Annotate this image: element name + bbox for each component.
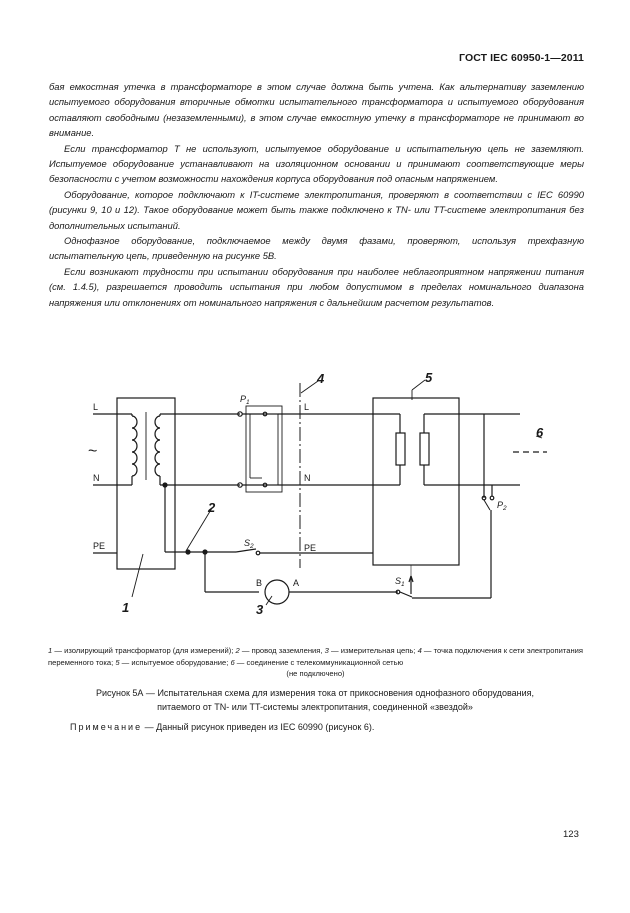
legend-number: 5 — [115, 657, 120, 667]
callout-4: 4 — [317, 371, 325, 386]
paragraph: бая емкостная утечка в трансформаторе в этом случае должна быть учтена. Как альтернативу заземлению испытуемого оборудования вторичные обмотки испытательного трансформатора и испытуемого оборудования оставляют свободными (незаземленными), в этом случае емкостную утечку в трансформаторе не принимают во внимание. — [49, 81, 584, 139]
equipment-box — [373, 398, 459, 565]
callout-1: 1 — [122, 600, 130, 615]
figure-caption — [70, 687, 560, 714]
label-p2: $P_2$ — [497, 500, 507, 512]
secondary-coil-icon — [155, 416, 160, 476]
caption-line: питаемого от TN- или TT-системы электропитания, соединенной «звездой» — [157, 701, 473, 712]
label-l-mid: L — [304, 402, 310, 412]
figure-note — [70, 722, 374, 732]
legend-number: 2 — [235, 646, 240, 655]
switch-s1 — [400, 592, 412, 597]
label-meter-a: A — [293, 578, 300, 588]
standard-header: ГОСТ IEC 60950-1—2011 — [459, 52, 584, 64]
legend-text: — точка подключения к сети электропитания переменного тока; — [48, 646, 583, 667]
switch-p1 — [246, 406, 282, 492]
equipment-impedance-2 — [420, 433, 429, 465]
legend-number: 6 — [230, 657, 235, 667]
figure-legend — [48, 645, 583, 680]
callout-5-line — [412, 380, 425, 390]
legend-text: — провод заземления, — [239, 646, 325, 655]
legend-text: — изолирующий трансформатор (для измерений); — [52, 646, 236, 655]
paragraph: Если трансформатор Т не используют, испытуемое оборудование и испытательную цепь не заземляют. Испытуемое оборудование устанавливают на изоляционном основании и принимают соответствующие меры безопасности с учетом возможности нахождения корпуса оборудования под опасным напряжением. — [49, 142, 584, 185]
callout-2: 2 — [208, 500, 216, 515]
callout-1-line — [132, 554, 143, 597]
label-pe-mid: PE — [304, 543, 317, 553]
label-l-left: L — [93, 402, 99, 412]
paragraph: Оборудование, которое подключают к IT-системе электропитания, проверяют в соответствии с IEC 60990 (рисунки 9, 10 и 12). Такое оборудование может быть также подключено к TN- или TT-системе электропитания без дополнительных испытаний. — [49, 188, 584, 231]
label-n-mid: N — [304, 473, 311, 483]
callout-4-line — [301, 381, 318, 393]
label-p1: $P_1$ — [240, 394, 250, 406]
label-s1: $S_1$ — [395, 576, 405, 588]
label-pe-left: PE — [93, 541, 106, 551]
equipment-impedance-1 — [396, 433, 405, 465]
legend-number: 4 — [417, 646, 422, 655]
label-s2: $S_2$ — [244, 538, 254, 550]
tilde-icon: ~ — [88, 443, 98, 460]
label-n-left: N — [93, 473, 100, 483]
page-number: 123 — [563, 829, 579, 840]
legend-text: — испытуемое оборудование; — [119, 657, 231, 667]
callout-6: 6 — [536, 425, 544, 440]
legend-number: 1 — [48, 646, 53, 655]
paragraph: Если возникают трудности при испытании оборудования при наиболее неблагоприятном напряжении питания (см. 1.4.5), разрешается проводить испытания при любом допустимом в пределах номинального диапазона напряжения или отклонениях от номинального напряжения с дальнейшим расчетом результатов. — [49, 265, 584, 308]
callout-5: 5 — [425, 370, 433, 385]
legend-text: — измерительная цепь; — [328, 646, 418, 655]
label-meter-b: B — [256, 578, 263, 588]
caption-line: Рисунок 5А — Испытательная схема для измерения тока от прикосновения однофазного оборудования, — [95, 688, 535, 698]
legend-number: 3 — [324, 646, 329, 655]
note-text: — Данный рисунок приведен из IEC 60990 (рисунок 6). — [142, 722, 375, 732]
legend-text: — соединение с телекоммуникационной сетью — [234, 657, 404, 667]
paragraph: Однофазное оборудование, подключаемое между двумя фазами, проверяют, используя трехфазную испытательную цепь, приведенную на рисунке 5В. — [49, 235, 584, 262]
callout-3: 3 — [256, 602, 264, 617]
note-label: Примечание — [70, 722, 143, 732]
legend-last-line: (не подключено) — [286, 669, 345, 678]
primary-coil-icon — [132, 416, 137, 476]
